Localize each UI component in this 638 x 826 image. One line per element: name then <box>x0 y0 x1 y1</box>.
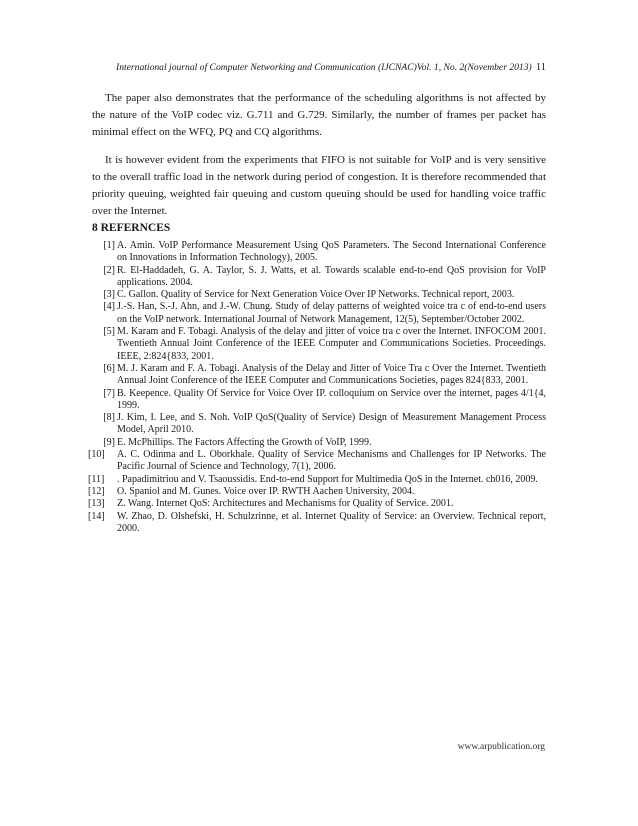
reference-text: . Papadimitriou and V. Tsaoussidis. End-to-end Support for Multimedia QoS in the Internet. ch016, 2009. <box>117 473 538 485</box>
reference-item <box>92 363 546 388</box>
body-paragraph: The paper also demonstrates that the performance of the scheduling algorithms is not affected by the nature of the VoIP codec viz. G.711 and G.729. Similarly, the number of frames per packet has minimal effect on the WFQ, PQ and CQ algorithms. <box>92 92 546 138</box>
reference-number: [8] <box>103 412 115 424</box>
reference-text: O. Spaniol and M. Gunes. Voice over IP. RWTH Aachen University, 2004. <box>117 485 415 497</box>
reference-item <box>92 326 546 363</box>
reference-item <box>88 473 546 486</box>
reference-item <box>92 437 546 449</box>
reference-number: [9] <box>103 436 115 448</box>
body-paragraph: It is however evident from the experiments that FIFO is not suitable for VoIP and is very sensitive to the overall traffic load in the network during period of congestion. It is therefore recommended that priority queuing, weighted fair queuing and custom queuing should be used for handling voice traffic over the Internet. <box>92 154 546 217</box>
reference-item <box>92 412 546 437</box>
reference-text: M. J. Karam and F. A. Tobagi. Analysis of the Delay and Jitter of Voice Tra c Over the Internet. Twentieth Annual Joint Conference of the IEEE Computer and Communications Societies, pages 824{833, 2001. <box>117 362 546 387</box>
reference-item <box>92 301 546 326</box>
reference-text: Z. Wang. Internet QoS: Architectures and Mechanisms for Quality of Service. 2001. <box>117 498 454 510</box>
reference-item <box>88 449 546 474</box>
reference-number: [6] <box>103 362 115 374</box>
reference-number: [3] <box>103 289 115 301</box>
reference-number: [12] <box>88 485 105 497</box>
reference-item <box>92 240 546 265</box>
reference-text: M. Karam and F. Tobagi. Analysis of the delay and jitter of voice tra c over the Internet. INFOCOM 2001. Twentieth Annual Joint Conference of the IEEE Computer and Communications Societies. Proceedings. IEEE, 2:824{833, 2001. <box>117 326 546 362</box>
page-number: 11 <box>535 62 546 73</box>
reference-number: [13] <box>88 498 105 510</box>
reference-number: [5] <box>103 326 115 338</box>
reference-number: [14] <box>88 510 105 522</box>
reference-number: [7] <box>103 387 115 399</box>
reference-text: J. Kim, I. Lee, and S. Noh. VoIP QoS(Quality of Service) Design of Measurement Management Process Model, April 2010. <box>117 412 546 436</box>
reference-item <box>88 485 546 498</box>
reference-item <box>92 289 546 301</box>
reference-text: C. Gallon. Quality of Service for Next Generation Voice Over IP Networks. Technical report, 2003. <box>117 289 515 301</box>
running-header <box>116 62 546 73</box>
publisher-url: www.arpublication.org <box>457 742 545 752</box>
reference-number: [2] <box>103 264 115 276</box>
reference-text: R. El-Haddadeh, G. A. Taylor, S. J. Watts, et al. Towards scalable end-to-end QoS provision for VoIP applications. 2004. <box>117 264 546 288</box>
reference-text: W. Zhao, D. Olshefski, H. Schulzrinne, et al. Internet Quality of Service: an Overview. Technical report, 2000. <box>117 510 546 534</box>
reference-item <box>88 498 546 510</box>
reference-text: A. Amin. VoIP Performance Measurement Using QoS Parameters. The Second International Conference on Innovations in Information Technology), 2005. <box>117 240 546 264</box>
reference-number: [1] <box>103 240 115 251</box>
reference-number: [4] <box>103 301 115 313</box>
reference-text: E. McPhillips. The Factors Affecting the Growth of VoIP, 1999. <box>117 436 372 448</box>
reference-list <box>88 240 546 535</box>
reference-number: [11] <box>88 473 105 485</box>
journal-title: International journal of Computer Networking and Communication (IJCNAC)Vol. 1, No. 2(November 2013) <box>116 62 532 73</box>
section-heading: 8 REFERNCES <box>92 222 171 234</box>
reference-text: J.-S. Han, S.-J. Ahn, and J.-W. Chung. Study of delay patterns of weighted voice tra c of end-to-end users on the VoIP network. International Journal of Network Management, 12(5), September/October 2002. <box>117 301 546 325</box>
reference-number: [10] <box>88 449 105 461</box>
reference-item <box>92 265 546 290</box>
reference-text: A. C. Odinma and L. Oborkhale. Quality of Service Mechanisms and Challenges for IP Networks. The Pacific Journal of Science and Technology, 7(1), 2006. <box>117 449 546 473</box>
reference-item <box>92 388 546 413</box>
reference-item <box>88 510 546 536</box>
reference-text: B. Keepence. Quality Of Service for Voice Over IP. colloquium on Service over the internet, pages 4/1{4, 1999. <box>117 387 546 411</box>
